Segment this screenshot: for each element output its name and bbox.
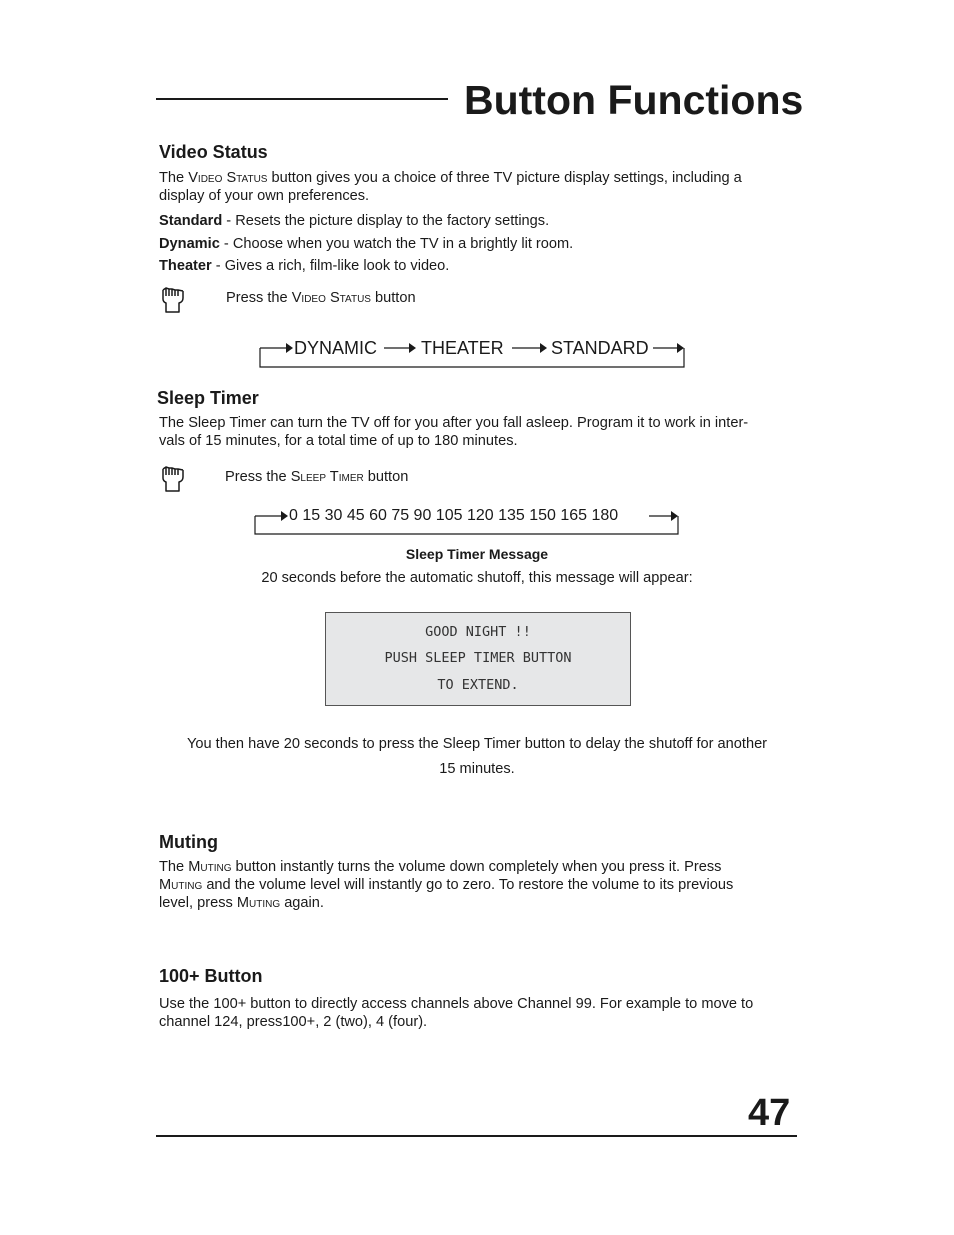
- sleep-timer-onscreen-message: [325, 612, 631, 706]
- page-number: 47: [748, 1092, 791, 1134]
- footer-rule: [156, 1135, 797, 1137]
- sleep-timer-press-instruction: Press the Sleep Timer button: [225, 469, 409, 485]
- cycle-item-dynamic: DYNAMIC: [294, 338, 378, 358]
- sleep-timer-heading: Sleep Timer: [157, 388, 259, 408]
- message-line-2: PUSH SLEEP TIMER BUTTON: [384, 650, 572, 666]
- message-line-3: TO EXTEND.: [437, 677, 519, 693]
- hundred-plus-heading: 100+ Button: [159, 966, 263, 986]
- option-theater: Theater - Gives a rich, film-like look to video.: [159, 258, 450, 274]
- option-standard: Standard - Resets the picture display to the factory settings.: [159, 213, 550, 229]
- sleep-timer-message-intro: 20 seconds before the automatic shutoff, this message will appear:: [261, 570, 693, 586]
- cycle-item-standard: STANDARD: [551, 338, 649, 358]
- video-status-button-name: Video Status: [188, 170, 268, 186]
- sleep-timer-cycle-values: 0 15 30 45 60 75 90 105 120 135 150 165 180: [289, 507, 619, 524]
- video-status-press-instruction: Press the Video Status button: [226, 290, 416, 306]
- cycle-item-theater: THEATER: [421, 338, 504, 358]
- sleep-timer-message-heading: Sleep Timer Message: [405, 546, 549, 562]
- message-line-1: GOOD NIGHT !!: [425, 624, 531, 640]
- video-status-heading: Video Status: [159, 142, 268, 162]
- option-dynamic: Dynamic - Choose when you watch the TV in a brightly lit room.: [159, 236, 574, 252]
- page-title: Button Functions: [464, 77, 804, 123]
- sleep-timer-after-text: You then have 20 seconds to press the Sleep Timer button to delay the shutoff for another 15 minutes.: [186, 736, 768, 777]
- sleep-timer-intro: The Sleep Timer can turn the TV off for you after you fall asleep. Program it to work in inter- vals of 15 minutes, for a total time of up to 180 minutes.: [159, 415, 749, 449]
- hundred-plus-body: Use the 100+ button to directly access channels above Channel 99. For example to move to channel 124, press100+, 2 (two), 4 (four).: [159, 996, 754, 1030]
- video-status-intro: The Video Status button gives you a choice of three TV picture display settings, including a display of your own preferences.: [159, 170, 742, 204]
- muting-heading: Muting: [159, 832, 218, 852]
- muting-body: The Muting button instantly turns the volume down completely when you press it. Press Muting and the volume level will instantly go to zero. To restore the volume to its previous level, press Muting again.: [159, 859, 734, 911]
